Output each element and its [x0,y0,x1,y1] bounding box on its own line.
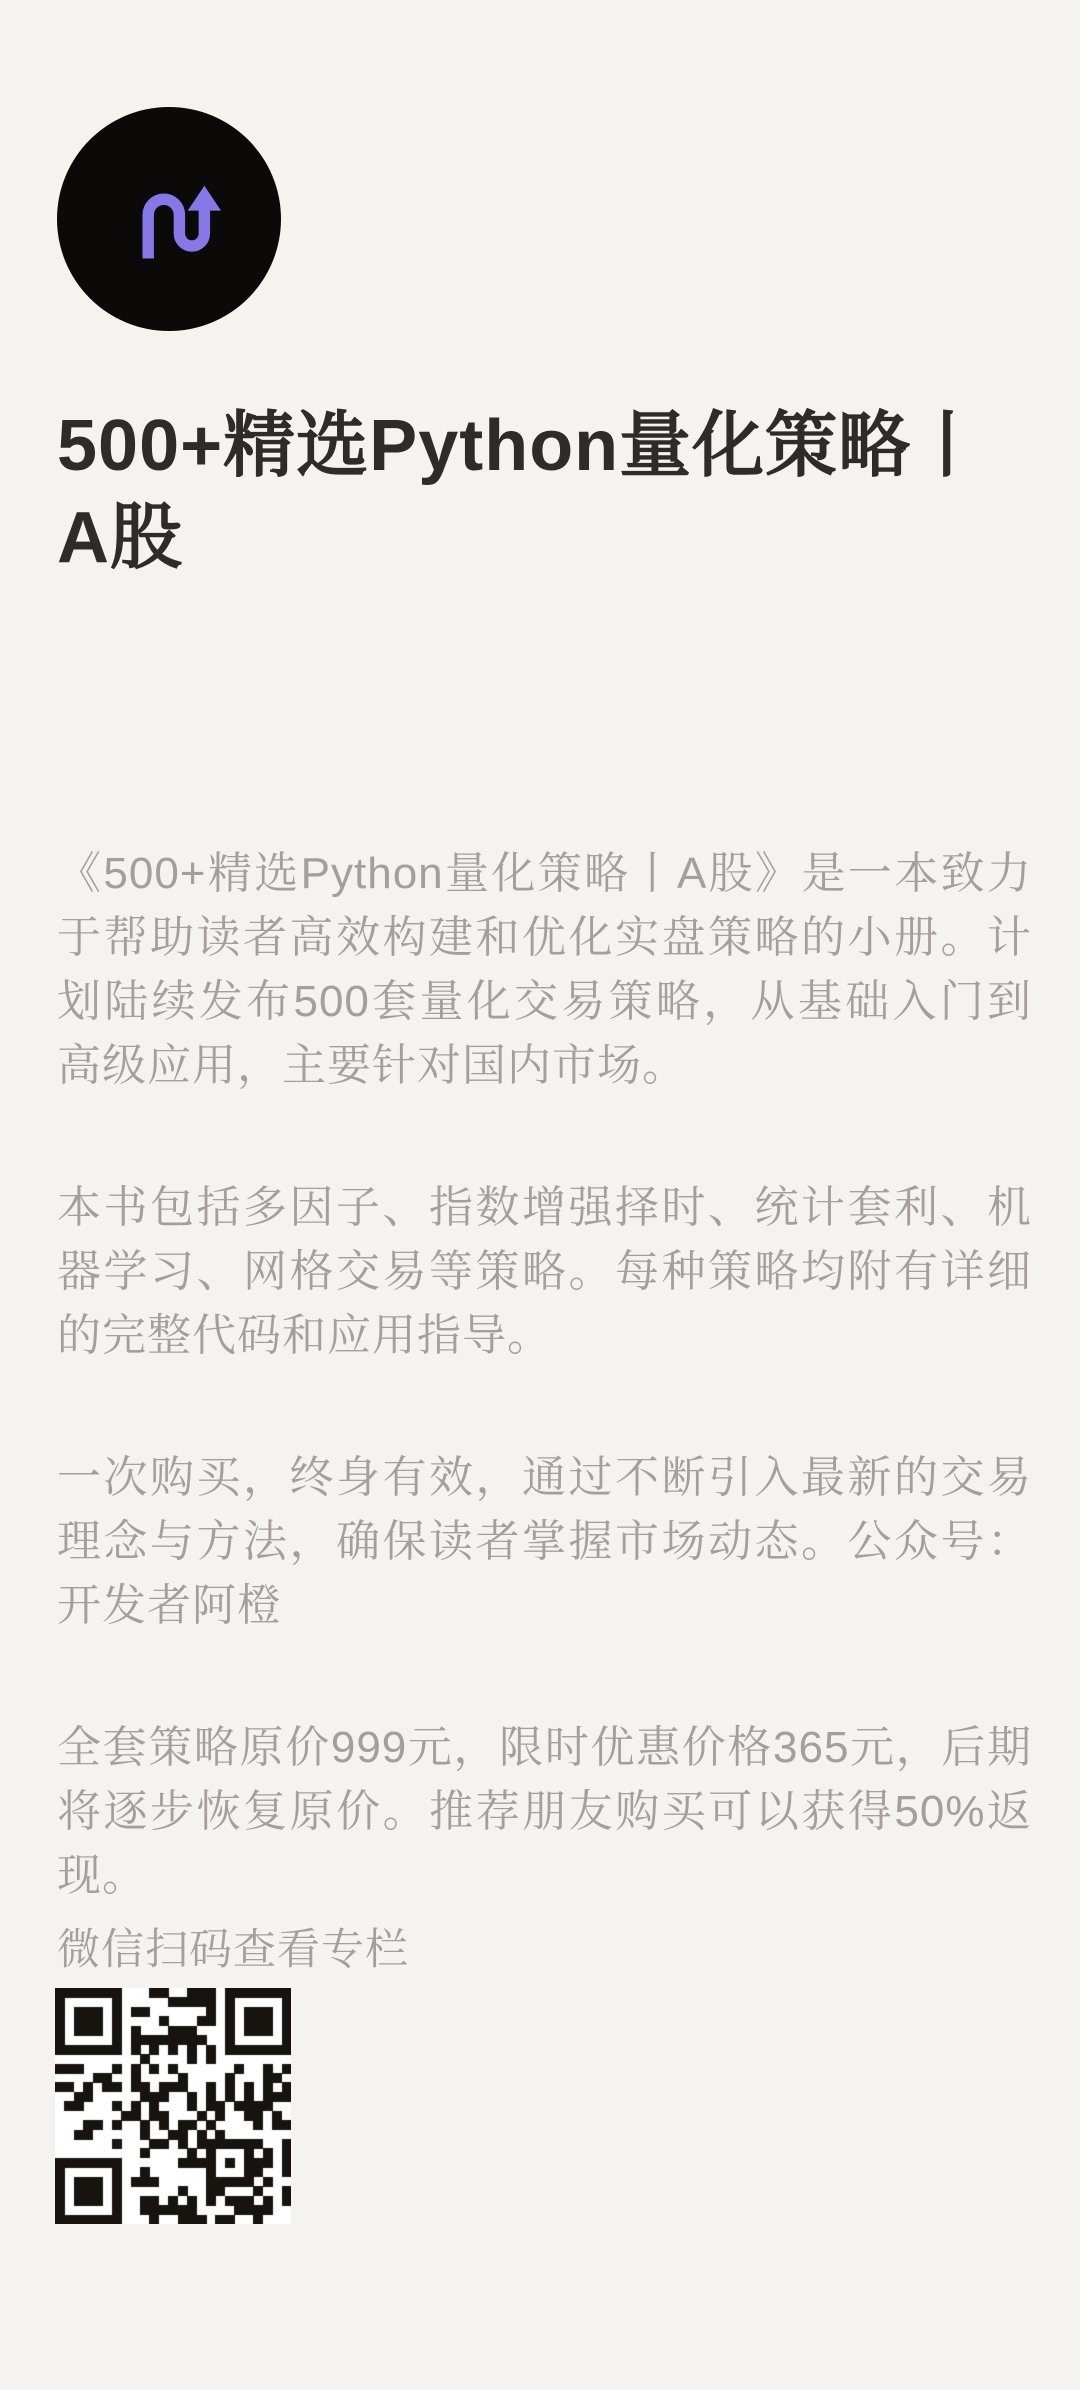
paragraph-pricing: 全套策略原价999元，限时优惠价格365元，后期将逐步恢复原价。推荐朋友购买可以获得50%返现。 [57,1723,1032,1900]
page-title: 500+精选Python量化策略丨A股 [57,406,985,578]
paragraph-contents: 本书包括多因子、指数增强择时、统计套利、机器学习、网格交易等策略。每种策略均附有详细的完整代码和应用指导。 [57,1183,1032,1360]
description-section [57,842,1032,1986]
paragraph-lifetime-offer: 一次购买，终身有效，通过不断引入最新的交易理念与方法，确保读者掌握市场动态。公众号：开发者阿橙 [57,1453,1032,1630]
paragraph-intro: 《500+精选Python量化策略丨A股》是一本致力于帮助读者高效构建和优化实盘策略的小册。计划陆续发布500套量化交易策略，从基础入门到高级应用，主要针对国内市场。 [57,849,1032,1090]
qr-code [55,1988,291,2224]
qr-caption: 微信扫码查看专栏 [57,1926,409,1974]
app-logo [57,107,281,331]
route-up-arrow-icon [117,167,221,271]
